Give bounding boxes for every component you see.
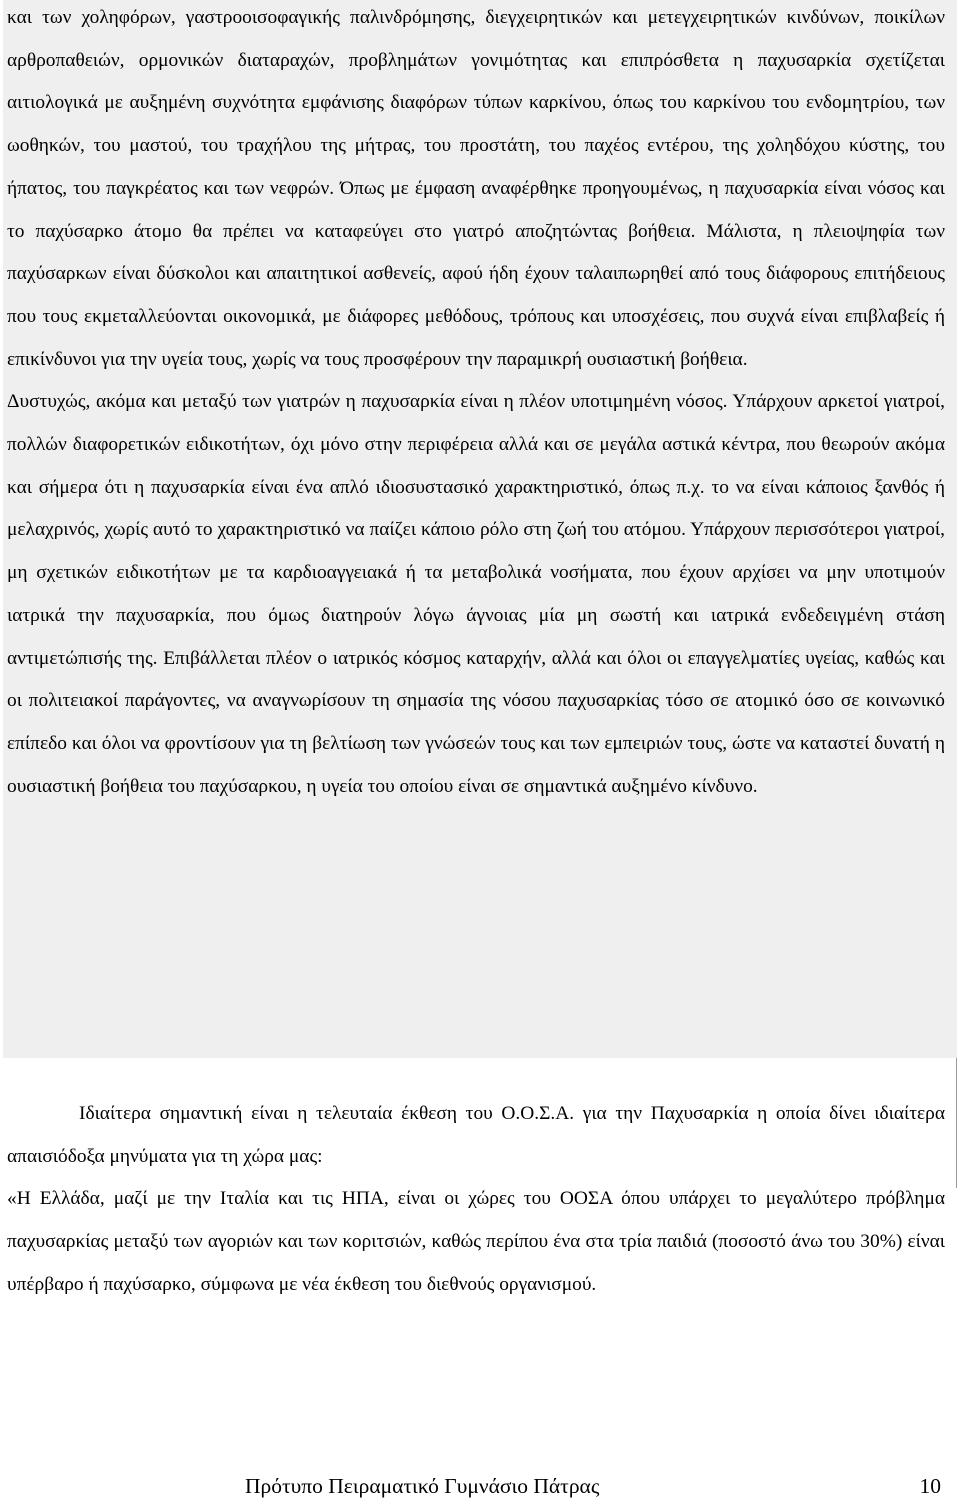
lower-text-content	[7, 1093, 945, 1307]
page-number: 10	[919, 1474, 941, 1498]
right-margin-rule	[956, 1058, 957, 1188]
paragraph-oecd-quote: «Η Ελλάδα, μαζί με την Ιταλία και τις ΗΠΑ, είναι οι χώρες του ΟΟΣΑ όπου υπάρχει το μεγαλύτερο πρόβλημα παχυσαρκίας μεταξύ των αγοριών και των κοριτσιών, καθώς περίπου ένα στα τρία παιδιά (ποσοστό άνω του 30%) είναι υπέρβαρο ή παχύσαρκο, σύμφωνα με νέα έκθεση του διεθνούς οργανισμού.	[7, 1188, 945, 1295]
paragraph-complications: και των χοληφόρων, γαστροοισοφαγικής παλινδρόμησης, διεγχειρητικών και μετεγχειρητικών κινδύνων, ποικίλων αρθροπαθειών, ορμονικών διαταραχών, προβλημάτων γονιμότητας και επιπρόσθετα η παχυσαρκία σχετίζεται αιτιολογικά με αυξημένη συχνότητα εμφάνισης διαφόρων τύπων καρκίνου, όπως του καρκίνου του ενδομητρίου, των ωοθηκών, του μαστού, του τραχήλου της μήτρας, του προστάτη, του παχέος εντέρου, της χοληδόχου κύστης, του ήπατος, του παγκρέατος και των νεφρών. Όπως με έμφαση αναφέρθηκε προηγουμένως, η παχυσαρκία είναι νόσος και το παχύσαρκο άτομο θα πρέπει να καταφεύγει στο γιατρό αποζητώντας βοήθεια. Μάλιστα, η πλειοψηφία των παχύσαρκων είναι δύσκολοι και απαιτητικοί ασθενείς, αφού ήδη έχουν ταλαιπωρηθεί από τους διάφορους επιτήδειους που τους εκμεταλλεύονται οικονομικά, με διάφορες μεθόδους, τρόπους και υποσχέσεις, που συχνά είναι επιβλαβείς ή επικίνδυνοι για την υγεία τους, χωρίς να τους προσφέρουν την παραμικρή ουσιαστική βοήθεια.	[7, 7, 945, 370]
footer-school-name: Πρότυπο Πειραματικό Γυμνάσιο Πάτρας	[245, 1474, 600, 1498]
paragraph-underestimated-disease: Δυστυχώς, ακόμα και μεταξύ των γιατρών η παχυσαρκία είναι η πλέον υποτιμημένη νόσος. Υπάρχουν αρκετοί γιατροί, πολλών διαφορετικών ειδικοτήτων, όχι μόνο στην περιφέρεια αλλά και σε μεγάλα αστικά κέντρα, που θεωρούν ακόμα και σήμερα ότι η παχυσαρκία είναι ένα απλό ιδιοσυστασικό χαρακτηριστικό, όπως π.χ. το να είναι κάποιος ξανθός ή μελαχρινός, χωρίς αυτό το χαρακτηριστικό να παίζει κάποιο ρόλο στη ζωή του ατόμου. Υπάρχουν περισσότεροι γιατροί, μη σχετικών ειδικοτήτων με τα καρδιοαγγειακά ή τα μεταβολικά νοσήματα, που έχουν αρχίσει να μην υποτιμούν ιατρικά την παχυσαρκία, που όμως διατηρούν λόγω άγνοιας μία μη σωστή και ιατρικά ενδεδειγμένη στάση αντιμετώπισής της. Επιβάλλεται πλέον ο ιατρικός κόσμος καταρχήν, αλλά και όλοι οι επαγγελματίες υγείας, καθώς και οι πολιτειακοί παράγοντες, να αναγνωρίσουν τη σημασία της νόσου παχυσαρκίας τόσο σε ατομικό όσο σε κοινωνικό επίπεδο και όλοι να φροντίσουν για τη βελτίωση των γνώσεών τους και των εμπειριών τους, ώστε να καταστεί δυνατή η ουσιαστική βοήθεια του παχύσαρκου, η υγεία του οποίου είναι σε σημαντικά αυξημένο κίνδυνο.	[7, 391, 945, 797]
page-footer	[0, 1466, 960, 1506]
paragraph-oecd-report: Ιδιαίτερα σημαντική είναι η τελευταία έκθεση του Ο.Ο.Σ.Α. για την Παχυσαρκία η οποία δίνει ιδιαίτερα απαισιόδοξα μηνύματα για τη χώρα μας:	[7, 1103, 945, 1167]
shaded-text-content	[7, 0, 945, 808]
